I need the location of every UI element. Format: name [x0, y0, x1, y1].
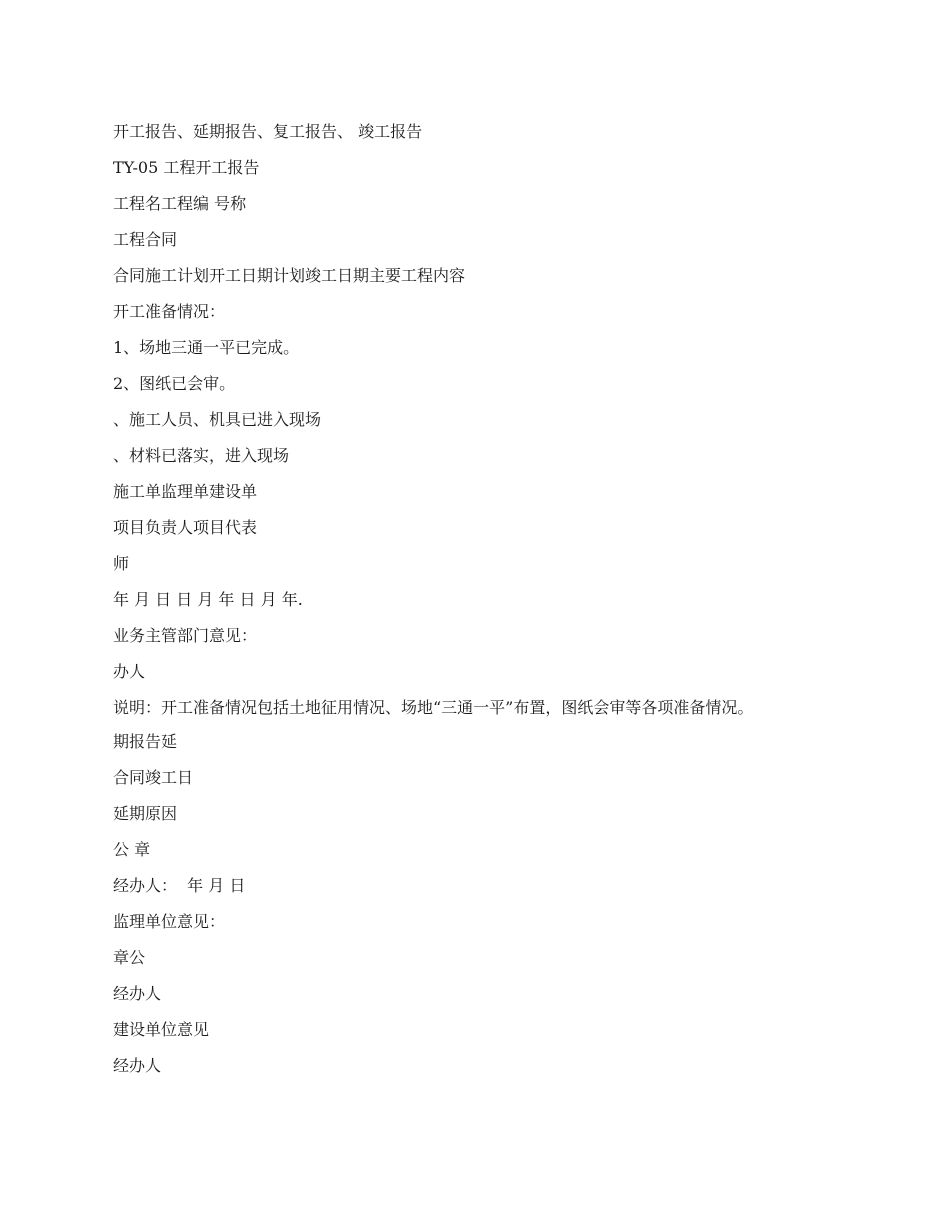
unit-labels: 施工单监理单建设单	[113, 482, 258, 501]
owner-opinion-label: 建设单位意见	[113, 1020, 210, 1039]
document-body	[113, 122, 833, 1092]
seal-label: 章公	[113, 948, 146, 967]
report-types-heading: 开工报告、延期报告、复工报告、 竣工报告	[113, 122, 423, 141]
preparation-item-4: 、材料已落实，进入现场	[113, 446, 290, 465]
project-name-number-label: 工程名工程编 号称	[113, 194, 247, 213]
preparation-status-label: 开工准备情况：	[113, 302, 226, 321]
handler-label: 办人	[113, 662, 146, 681]
preparation-item-3: 、施工人员、机具已进入现场	[113, 410, 322, 429]
supervision-opinion-label: 监理单位意见：	[113, 912, 226, 931]
explanation-note: 说明：开工准备情况包括土地征用情况、场地“三通一平”布置，图纸会审等各项准备情况。	[113, 698, 754, 717]
handler-date-label: 经办人： 年 月 日	[113, 876, 246, 895]
preparation-item-1: 1、场地三通一平已完成。	[113, 338, 300, 357]
handler-label-2: 经办人	[113, 984, 162, 1003]
department-opinion-label: 业务主管部门意见：	[113, 626, 258, 645]
official-seal-label: 公 章	[113, 840, 151, 859]
extension-reason-label: 延期原因	[113, 804, 178, 823]
extension-report-title: 期报告延	[113, 732, 178, 751]
form-title: TY-05 工程开工报告	[113, 158, 260, 177]
preparation-item-2: 2、图纸已会审。	[113, 374, 236, 393]
responsible-person-labels: 项目负责人项目代表	[113, 518, 258, 537]
project-contract-label: 工程合同	[113, 230, 178, 249]
date-labels: 年 月 日 日 月 年 日 月 年.	[113, 590, 303, 609]
handler-label-3: 经办人	[113, 1056, 162, 1075]
contract-completion-date-label: 合同竣工日	[113, 768, 194, 787]
engineer-label: 师	[113, 554, 130, 573]
contract-schedule-label: 合同施工计划开工日期计划竣工日期主要工程内容	[113, 266, 466, 285]
